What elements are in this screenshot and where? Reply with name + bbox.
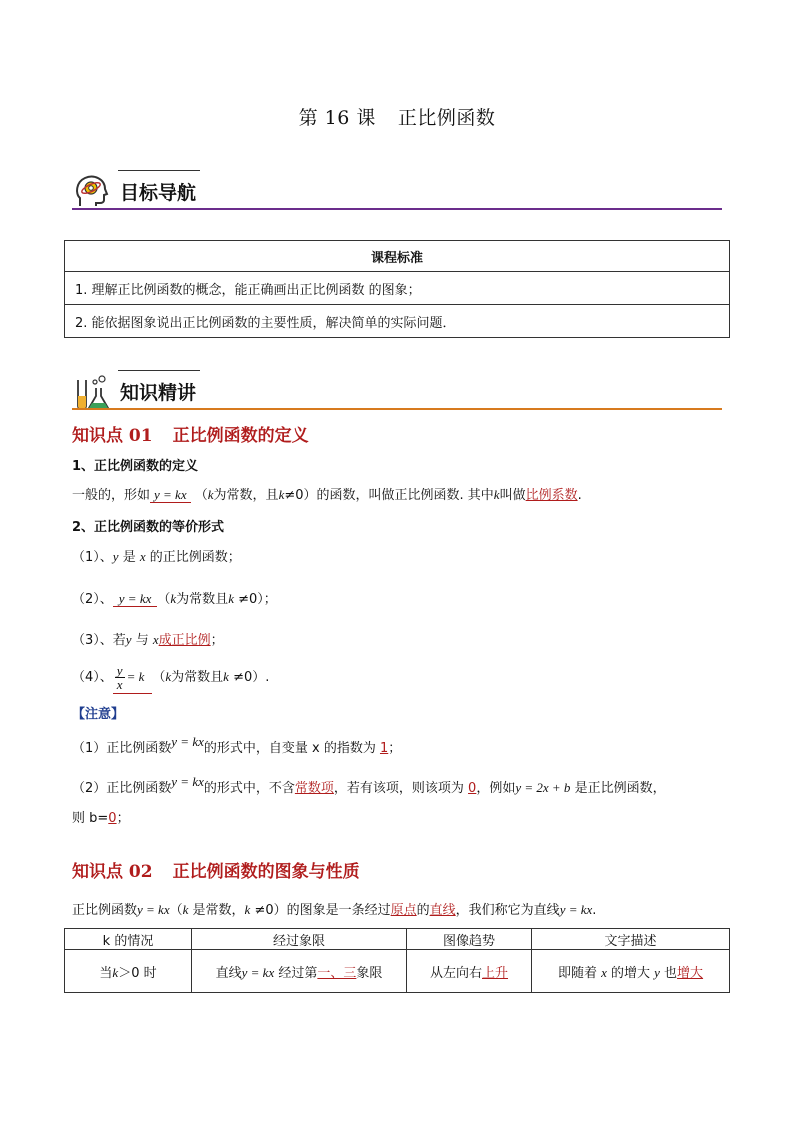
answer-line: 直线: [429, 903, 456, 918]
note-2-cont: 则 b=0；: [72, 811, 130, 826]
note-heading: 【注意】: [72, 707, 125, 722]
cell-quadrants: 直线y = kx 经过第一、三象限: [192, 950, 407, 993]
section-header-knowledge: [72, 370, 722, 414]
standards-header: 课程标准: [65, 241, 730, 272]
form-1: （1）、y 是 x 的正比例函数；: [72, 549, 241, 565]
form-2: （2）、 y = kx （k为常数且k ≠0）；: [72, 591, 277, 607]
subheading-definition: 1、正比例函数的定义: [72, 459, 199, 474]
standard-row-1: 1. 理解正比例函数的概念，能正确画出正比例函数 的图象；: [65, 272, 730, 305]
standard-row-2: 2. 能依据图象说出正比例函数的主要性质，解决简单的实际问题．: [65, 305, 730, 338]
section-header-target: [72, 170, 722, 214]
section-title-target: 目标导航: [120, 182, 197, 204]
answer-b-zero: 0: [108, 811, 117, 826]
page-title: [0, 103, 794, 130]
cell-trend: 从左向右上升: [407, 950, 532, 993]
answer-exponent: 1: [379, 741, 389, 756]
form-3: （3）、若y 与 x成正比例；: [72, 632, 224, 648]
form-4: （4）、 $\frac{y}{x}$ = k （k为常数且k ≠0）.: [72, 663, 270, 692]
table-row: [65, 950, 730, 993]
course-standards-table: [64, 240, 730, 338]
subheading-equivalent-forms: 2、正比例函数的等价形式: [72, 520, 225, 535]
definition-line: 一般的，形如 y = kx （k为常数，且k≠0）的函数，叫做正比例函数. 其中k叫做比例系数.: [72, 487, 582, 503]
header-trend: 图像趋势: [407, 929, 532, 950]
lesson-number: 第 16 课: [298, 107, 376, 129]
answer-proportional: 成正比例: [158, 633, 211, 648]
lesson-name: 正比例函数: [397, 107, 496, 129]
answer-origin: 原点: [390, 903, 417, 918]
cell-description: 即随着 x 的增大 y 也增大: [532, 950, 730, 993]
section-title-knowledge: 知识精讲: [120, 382, 197, 404]
header-description: 文字描述: [532, 929, 730, 950]
header-quadrants: 经过象限: [192, 929, 407, 950]
answer-zero: 0: [468, 781, 477, 796]
graph-intro: 正比例函数y = kx（k 是常数，k ≠0）的图象是一条经过原点的直线，我们称它为直线y = kx.: [72, 902, 597, 918]
lab-flask-icon: [72, 372, 112, 412]
header-k-case: k 的情况: [65, 929, 192, 950]
cell-k-case: 当k＞0 时: [65, 950, 192, 993]
note-1: （1）正比例函数y = kx的形式中，自变量 x 的指数为 1；: [72, 734, 402, 756]
answer-increase: 增大: [677, 965, 704, 981]
answer-proportional-coefficient: 比例系数: [525, 488, 578, 503]
head-gear-icon: [72, 172, 112, 212]
note-2: （2）正比例函数y = kx的形式中，不含常数项，若有该项，则该项为 0，例如y = 2x + b 是正比例函数，: [72, 774, 666, 796]
answer-rising: 上升: [482, 965, 509, 981]
knowledge-point-02-title: 知识点 02 正比例函数的图象与性质: [72, 862, 360, 882]
knowledge-point-01-title: 知识点 01 正比例函数的定义: [72, 426, 309, 446]
answer-constant-term: 常数项: [294, 781, 334, 796]
answer-quadrants: 一、三: [317, 965, 357, 981]
properties-table: [64, 928, 730, 993]
